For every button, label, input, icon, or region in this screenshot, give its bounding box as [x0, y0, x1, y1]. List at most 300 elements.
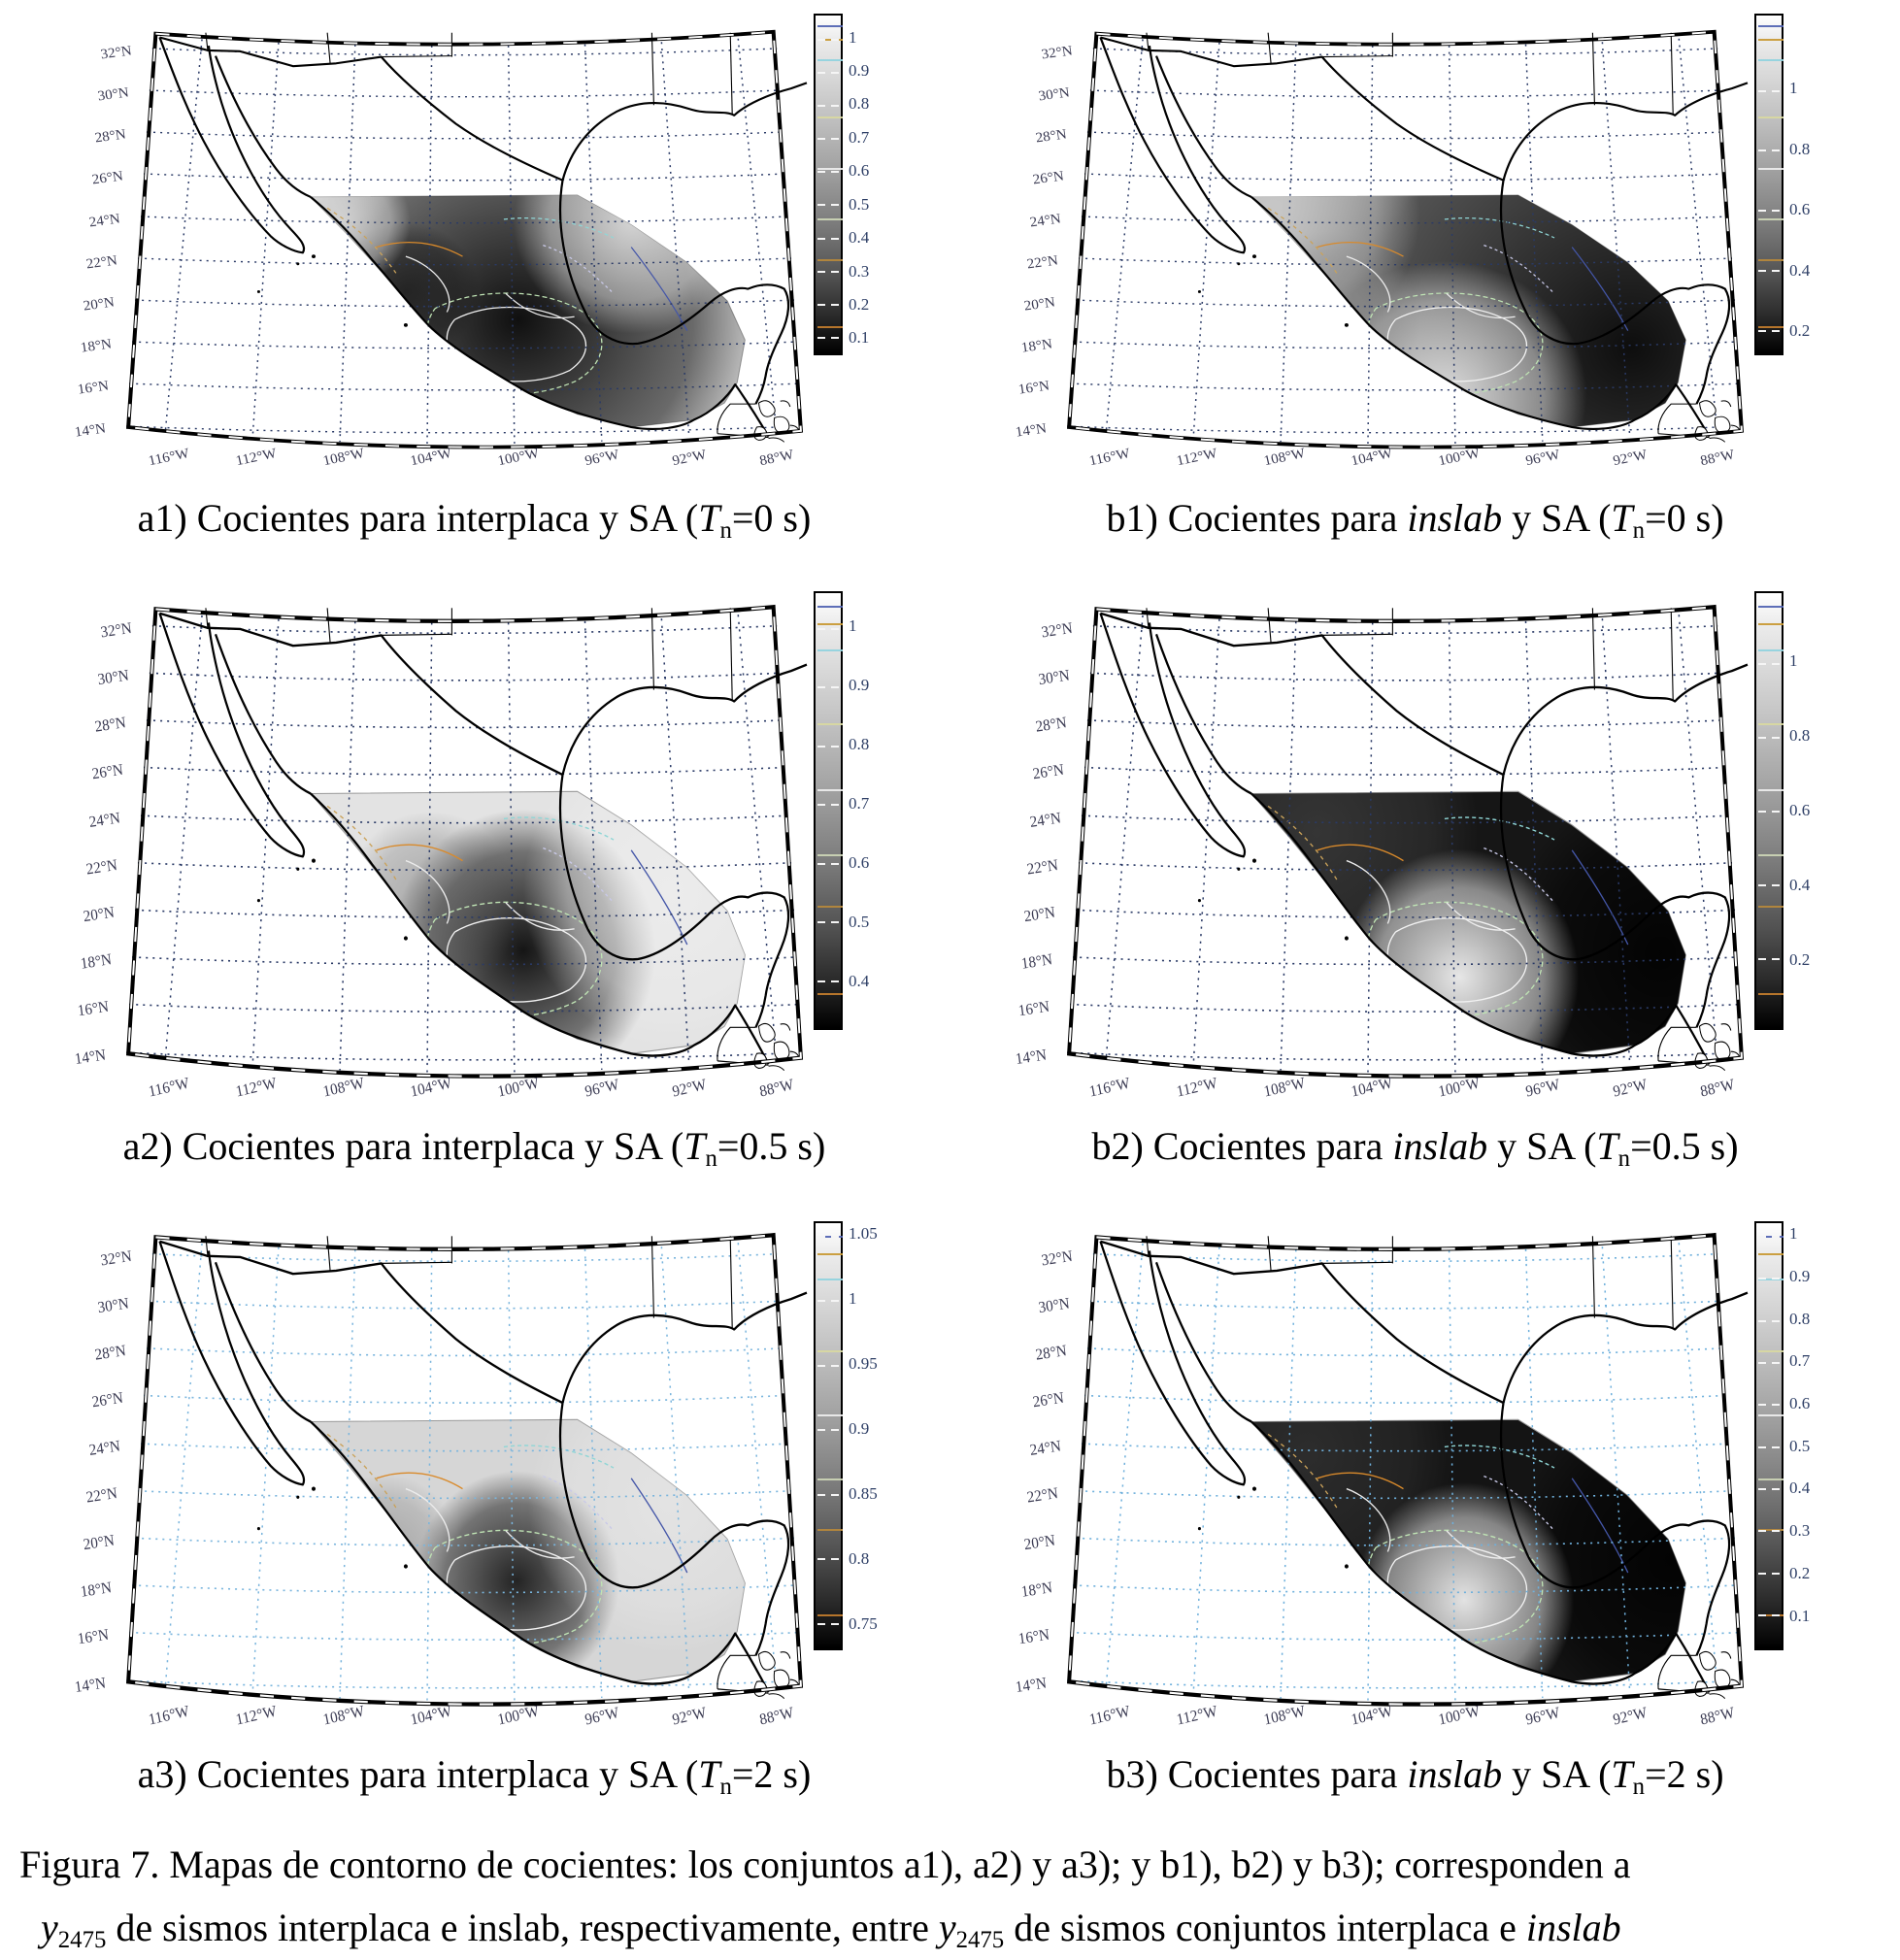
colorbar-tick-label: 0.1 — [849, 328, 870, 348]
colorbar-tickmark — [1772, 330, 1780, 332]
colorbar-tickmark — [817, 337, 825, 339]
island-dot — [296, 868, 299, 871]
colorbar-tickmark — [817, 1365, 825, 1367]
colorbar-tickmark — [817, 921, 825, 923]
colorbar-tickmark — [1772, 1362, 1780, 1364]
colorbar-tickmark — [1772, 884, 1780, 886]
colorbar-tickmark — [1758, 884, 1766, 886]
colorbar-tickmark — [1758, 1573, 1766, 1575]
lon-label: 112°W — [234, 1702, 279, 1729]
map-b2 — [956, 578, 1750, 1102]
map-wrap — [956, 1206, 1874, 1730]
caption-text: a1) Cocientes para interplaca y SA ( — [137, 496, 699, 540]
lat-label: 20°N — [1022, 294, 1056, 315]
colorbar-contour-mark — [817, 789, 843, 791]
colorbar-contour-mark — [1758, 25, 1783, 27]
colorbar-tick-label: 0.6 — [1789, 1393, 1811, 1412]
colorbar-tickmark — [831, 1429, 839, 1431]
colorbar-contour-mark — [817, 1350, 843, 1352]
colorbar-tickmark — [817, 238, 825, 240]
colorbar-tickmark — [831, 628, 839, 630]
lat-label: 18°N — [79, 1578, 113, 1601]
lon-label: 88°W — [1698, 1704, 1737, 1729]
island-dot — [1345, 1564, 1349, 1568]
colorbar-tick-label: 0.3 — [849, 261, 870, 281]
colorbar-tick-label: 0.95 — [849, 1354, 878, 1374]
lon-label: 88°W — [1698, 1076, 1737, 1101]
colorbar-contour-mark — [817, 1529, 843, 1531]
colorbar-tickmark — [1758, 1614, 1766, 1616]
lat-label: 20°N — [82, 1532, 116, 1554]
colorbar-tickmark — [1772, 663, 1780, 665]
caption-text: n — [719, 1773, 732, 1800]
colorbar-tickmark — [1772, 1320, 1780, 1322]
caption-text: y — [938, 1905, 956, 1949]
panel-b1 — [956, 6, 1874, 545]
lat-label: 18°N — [79, 950, 113, 973]
lon-label: 100°W — [496, 446, 541, 470]
figure-caption — [16, 1834, 1900, 1960]
colorbar-tickmark — [1758, 663, 1766, 665]
lat-label: 16°N — [1017, 378, 1051, 398]
colorbar-tickmark — [817, 171, 825, 173]
lon-label: 100°W — [1437, 1702, 1482, 1729]
caption-text: y — [41, 1905, 58, 1949]
lat-label: 32°N — [1040, 43, 1074, 63]
lat-label: 14°N — [73, 1674, 107, 1697]
lat-label: 26°N — [90, 761, 124, 783]
lon-label: 116°W — [147, 446, 191, 470]
caption-text: T — [1596, 1123, 1618, 1168]
colorbar-tickmark — [817, 304, 825, 306]
contour-shade-blob — [274, 157, 411, 287]
colorbar-tickmark — [1772, 1404, 1780, 1406]
colorbar-tickmark — [817, 686, 825, 688]
lon-label: 108°W — [321, 1702, 366, 1729]
colorbar-contour-mark — [1758, 39, 1783, 41]
lon-label: 96°W — [1524, 1076, 1562, 1101]
lon-label: 104°W — [409, 1074, 453, 1101]
contour-shade-blob — [523, 733, 810, 1047]
se-region-polygons — [781, 1652, 790, 1659]
colorbar-gradient — [1754, 591, 1783, 1030]
colorbar-tickmark — [1758, 1236, 1766, 1238]
lon-label: 104°W — [409, 1702, 453, 1729]
colorbar-tickmark — [831, 1236, 839, 1238]
se-region-polygons — [1721, 401, 1731, 407]
colorbar-tickmark — [831, 804, 839, 806]
lat-label: 18°N — [1019, 950, 1053, 973]
lat-label: 20°N — [1022, 904, 1056, 926]
lon-label: 100°W — [496, 1702, 541, 1729]
colorbar-tickmark — [831, 921, 839, 923]
caption-text: T — [1611, 1751, 1633, 1796]
contour-shade-blob — [342, 812, 518, 1000]
lon-label: 88°W — [1698, 447, 1737, 470]
lat-label: 16°N — [76, 378, 111, 398]
map-a2 — [16, 578, 810, 1102]
lat-label: 14°N — [73, 1046, 107, 1069]
map-a3 — [16, 1206, 810, 1730]
island-dot — [404, 1564, 408, 1568]
contour-shade-blob — [528, 1350, 810, 1654]
lat-label: 16°N — [76, 1626, 110, 1648]
caption-text: de sismos conjuntos interplaca e — [1004, 1905, 1526, 1949]
lon-label: 104°W — [1350, 1074, 1394, 1101]
se-region-polygons — [774, 1670, 789, 1688]
colorbar-tick-label: 0.9 — [849, 1419, 870, 1439]
colorbar-tickmark — [817, 39, 825, 41]
colorbar-contour-mark — [817, 1279, 843, 1280]
island-dot — [257, 899, 260, 902]
colorbar-tickmark — [831, 304, 839, 306]
lon-label: 104°W — [409, 446, 453, 470]
colorbar-tickmark — [1758, 737, 1766, 739]
map-wrap — [16, 6, 933, 470]
colorbar-contour-mark — [1758, 1253, 1783, 1255]
lat-label: 14°N — [1014, 420, 1048, 441]
caption-text: T — [1611, 496, 1633, 540]
figure-caption-line-1 — [16, 1834, 1900, 1897]
se-region-polygons — [758, 401, 775, 417]
lat-label: 24°N — [1028, 211, 1062, 231]
colorbar-tickmark — [817, 1623, 825, 1625]
colorbar-tick-label: 0.5 — [1789, 1436, 1811, 1455]
caption-text: =2 s) — [731, 1751, 812, 1796]
colorbar-tickmark — [831, 863, 839, 865]
lon-label: 116°W — [1087, 1702, 1132, 1729]
colorbar-tick-label: 0.2 — [1789, 321, 1811, 341]
island-dot — [257, 1527, 260, 1530]
panel-a1 — [16, 6, 933, 545]
colorbar-tickmark — [817, 1494, 825, 1496]
caption-text: 2475 — [57, 1926, 107, 1953]
lat-label: 30°N — [96, 84, 130, 105]
colorbar-tickmark — [831, 204, 839, 206]
lon-label: 108°W — [1262, 1702, 1307, 1729]
se-region-polygons — [1710, 438, 1725, 442]
lon-label: 92°W — [670, 1076, 709, 1101]
panel-b2 — [956, 578, 1874, 1173]
se-region-polygons — [758, 1023, 775, 1042]
colorbar-tick-label: 1.05 — [849, 1224, 878, 1244]
island-dot — [312, 858, 316, 862]
caption-text: T — [698, 1751, 720, 1796]
caption-text: =0.5 s) — [717, 1123, 826, 1168]
lat-label: 32°N — [1040, 619, 1074, 642]
colorbar-tickmark — [817, 804, 825, 806]
colorbar-tickmark — [1758, 958, 1766, 960]
colorbar-tickmark — [1758, 90, 1766, 92]
colorbar-tick-label: 0.2 — [1789, 949, 1811, 969]
colorbar-contour-mark — [1758, 1478, 1783, 1480]
colorbar-contour-mark — [1758, 789, 1783, 791]
island-dot — [312, 1486, 316, 1490]
map-b3 — [956, 1206, 1750, 1730]
lon-label: 116°W — [147, 1074, 191, 1101]
colorbar-tickmark — [831, 271, 839, 273]
lat-label: 14°N — [73, 420, 107, 441]
lon-label: 116°W — [1087, 1074, 1132, 1101]
lat-label: 32°N — [1040, 1247, 1074, 1270]
caption-text: b1) Cocientes para — [1106, 496, 1408, 540]
se-region-polygons — [781, 1024, 790, 1031]
caption-a1 — [16, 495, 933, 545]
colorbar-tickmark — [1772, 90, 1780, 92]
lon-label: 92°W — [1611, 1076, 1650, 1101]
colorbar-tick-label: 0.4 — [1789, 260, 1811, 280]
colorbar-gradient — [814, 591, 843, 1030]
lat-label: 28°N — [1034, 126, 1068, 147]
colorbar-contour-mark — [1758, 854, 1783, 856]
colorbar-tickmark — [831, 1300, 839, 1302]
colorbar-tick-label: 0.4 — [1789, 875, 1811, 894]
colorbar-contour-mark — [1758, 116, 1783, 118]
lon-label: 112°W — [1175, 446, 1219, 470]
colorbar-tick-label: 0.4 — [1789, 1478, 1811, 1498]
colorbar-tick-label: 0.6 — [849, 161, 870, 181]
map-wrap — [956, 578, 1874, 1102]
lat-label: 30°N — [1037, 84, 1071, 105]
lat-label: 22°N — [1025, 856, 1059, 879]
colorbar-contour-mark — [817, 606, 843, 608]
lon-label: 108°W — [321, 1074, 366, 1101]
se-region-polygons — [1699, 1023, 1716, 1042]
lat-label: 26°N — [1031, 168, 1065, 188]
lon-label: 112°W — [234, 446, 279, 470]
colorbar-tickmark — [1772, 1530, 1780, 1532]
lat-label: 26°N — [90, 168, 124, 188]
colorbar-contour-mark — [1758, 906, 1783, 908]
colorbar-contour-mark — [1758, 218, 1783, 220]
map-wrap — [16, 578, 933, 1102]
map-wrap — [956, 6, 1874, 470]
colorbar-tickmark — [1758, 149, 1766, 151]
colorbar-tick-label: 0.4 — [849, 228, 870, 248]
lat-label: 28°N — [93, 1342, 127, 1364]
colorbar-tick-label: 1 — [849, 616, 857, 636]
colorbar-tick-label: 0.7 — [1789, 1351, 1811, 1371]
colorbar-tick-label: 0.7 — [849, 127, 870, 147]
island-dot — [1252, 1486, 1256, 1490]
colorbar-tickmark — [831, 746, 839, 747]
island-dot — [257, 290, 260, 293]
colorbar-contour-mark — [817, 854, 843, 856]
colorbar-tick-label: 0.8 — [1789, 1309, 1811, 1328]
colorbar-contour-mark — [1758, 326, 1783, 328]
lat-label: 28°N — [93, 126, 127, 147]
colorbar-tickmark — [831, 238, 839, 240]
caption-text: n — [719, 516, 732, 544]
colorbar-tick-label: 1 — [1789, 79, 1798, 98]
lat-label: 26°N — [1031, 761, 1065, 783]
island-dot — [1237, 262, 1240, 265]
caption-text: inslab — [1407, 1751, 1503, 1796]
lat-label: 32°N — [99, 1247, 133, 1270]
lat-label: 22°N — [1025, 1484, 1059, 1507]
colorbar-tick-label: 0.6 — [849, 853, 870, 873]
colorbar-tick-label: 0.8 — [1789, 139, 1811, 158]
island-dot — [1345, 936, 1349, 940]
colorbar-tickmark — [831, 1365, 839, 1367]
map-row-3 — [16, 1206, 1900, 1801]
lon-label: 108°W — [1262, 1074, 1307, 1101]
se-region-polygons — [774, 416, 789, 433]
colorbar-tickmark — [1772, 1573, 1780, 1575]
caption-text: inslab — [1407, 496, 1503, 540]
caption-a3 — [16, 1751, 933, 1801]
colorbar-tick-label: 0.2 — [849, 294, 870, 314]
colorbar-tick-label: 0.5 — [849, 194, 870, 214]
se-region-polygons — [769, 1066, 784, 1071]
colorbar-tickmark — [1758, 1404, 1766, 1406]
colorbar-contour-mark — [817, 1478, 843, 1480]
lat-label: 22°N — [84, 252, 118, 273]
lon-label: 88°W — [757, 1704, 796, 1729]
caption-text: a3) Cocientes para interplaca y SA ( — [137, 1751, 699, 1796]
figure-caption-line-2 — [16, 1897, 1900, 1960]
lon-label: 112°W — [1175, 1074, 1219, 1101]
lat-label: 30°N — [1037, 1294, 1071, 1317]
se-region-polygons — [1710, 1066, 1725, 1071]
colorbar-tickmark — [831, 105, 839, 107]
colorbar-contour-mark — [817, 259, 843, 261]
lat-label: 22°N — [1025, 252, 1059, 273]
lat-label: 32°N — [99, 43, 133, 63]
caption-text: 2475 — [955, 1926, 1005, 1953]
se-region-polygons — [1715, 1670, 1730, 1688]
caption-b2 — [956, 1123, 1874, 1173]
colorbar-tickmark — [817, 980, 825, 982]
caption-text: =0 s) — [1645, 496, 1724, 540]
contour-shade-blob — [1340, 849, 1579, 1102]
lon-label: 104°W — [1350, 1702, 1394, 1729]
lat-label: 22°N — [84, 1484, 118, 1507]
colorbar-tickmark — [1772, 1446, 1780, 1448]
lon-label: 100°W — [496, 1074, 541, 1101]
colorbar-tickmark — [1758, 1488, 1766, 1490]
colorbar-contour-mark — [1758, 59, 1783, 61]
caption-text: T — [698, 496, 720, 540]
panel-a2 — [16, 578, 933, 1173]
colorbar-gradient — [814, 1221, 843, 1650]
lon-label: 88°W — [757, 447, 796, 470]
lon-label: 108°W — [321, 446, 366, 470]
panel-a3 — [16, 1206, 933, 1801]
colorbar-contour-mark — [817, 326, 843, 328]
island-dot — [404, 323, 408, 327]
lat-label: 20°N — [82, 904, 116, 926]
se-region-polygons — [1715, 1042, 1730, 1060]
colorbar-tickmark — [817, 72, 825, 74]
colorbar-tickmark — [1758, 270, 1766, 272]
colorbar-tickmark — [831, 1623, 839, 1625]
lat-label: 24°N — [87, 809, 121, 832]
colorbar-tickmark — [831, 1558, 839, 1560]
lon-label: 112°W — [1175, 1702, 1219, 1729]
colorbar-gradient — [1754, 1221, 1783, 1650]
lat-label: 32°N — [99, 619, 133, 642]
colorbar-tickmark — [831, 1494, 839, 1496]
colorbar-tick-label: 0.8 — [849, 735, 870, 754]
colorbar-tick-label: 0.5 — [849, 913, 870, 932]
colorbar-tickmark — [1758, 1446, 1766, 1448]
lon-label: 116°W — [147, 1702, 191, 1729]
colorbar-tick-label: 0.8 — [849, 94, 870, 114]
lon-label: 96°W — [583, 1076, 621, 1101]
colorbar-contour-mark — [1758, 1350, 1783, 1352]
lat-label: 20°N — [82, 294, 116, 315]
colorbar-tickmark — [1772, 149, 1780, 151]
colorbar-tick-label: 0.9 — [1789, 1266, 1811, 1285]
colorbar-tick-label: 1 — [849, 1289, 857, 1309]
lon-label: 96°W — [1524, 1704, 1562, 1729]
colorbar-tick-label: 1 — [849, 27, 857, 47]
contour-shade-blob — [306, 1474, 463, 1642]
lon-label: 92°W — [1611, 1704, 1650, 1729]
colorbar-contour-mark — [817, 623, 843, 625]
colorbar-tickmark — [1758, 1362, 1766, 1364]
colorbar-tickmark — [817, 1300, 825, 1302]
lon-label: 100°W — [1437, 446, 1482, 470]
lon-label: 100°W — [1437, 1074, 1482, 1101]
colorbar-tickmark — [831, 72, 839, 74]
lat-label: 18°N — [79, 336, 113, 356]
colorbar-tickmark — [1772, 737, 1780, 739]
se-region-polygons — [781, 401, 790, 407]
colorbar-tick-label: 0.2 — [1789, 1563, 1811, 1582]
caption-text: y SA ( — [1487, 1123, 1597, 1168]
colorbar-contour-mark — [817, 1253, 843, 1255]
colorbar-tickmark — [831, 171, 839, 173]
se-region-polygons — [1699, 401, 1716, 417]
colorbar-tick-label: 0.4 — [849, 972, 870, 991]
island-dot — [1252, 858, 1256, 862]
colorbar-tick-label: 0.75 — [849, 1614, 878, 1634]
se-region-polygons — [769, 438, 784, 442]
caption-text: n — [1632, 516, 1646, 544]
caption-text: =0 s) — [731, 496, 812, 540]
colorbar-tickmark — [817, 863, 825, 865]
lon-label: 92°W — [670, 1704, 709, 1729]
colorbar-contour-mark — [817, 906, 843, 908]
lat-label: 18°N — [1019, 1578, 1053, 1601]
lon-label: 104°W — [1350, 446, 1394, 470]
colorbar-tick-label: 0.7 — [849, 794, 870, 814]
lat-label: 16°N — [76, 998, 110, 1020]
lon-label: 116°W — [1087, 446, 1132, 470]
lat-label: 16°N — [1017, 998, 1050, 1020]
colorbar-tick-label: 0.1 — [1789, 1606, 1811, 1625]
colorbar-gradient — [814, 14, 843, 355]
caption-text: =2 s) — [1645, 1751, 1724, 1796]
lon-label: 92°W — [671, 447, 709, 470]
se-region-polygons — [1710, 1694, 1725, 1699]
colorbar-contour-mark — [1758, 259, 1783, 261]
colorbar-contour-mark — [1758, 606, 1783, 608]
colorbar-contour-mark — [1758, 649, 1783, 651]
colorbar-tickmark — [1772, 1236, 1780, 1238]
island-dot — [1198, 290, 1201, 293]
island-dot — [404, 936, 408, 940]
colorbar-contour-mark — [1758, 623, 1783, 625]
colorbar-tick-label: 0.85 — [849, 1484, 878, 1504]
colorbar-contour-mark — [817, 59, 843, 61]
lon-label: 96°W — [583, 1704, 621, 1729]
colorbar-tickmark — [831, 138, 839, 140]
caption-text: n — [1632, 1773, 1646, 1800]
caption-text: a2) Cocientes para interplaca y SA ( — [122, 1123, 684, 1168]
